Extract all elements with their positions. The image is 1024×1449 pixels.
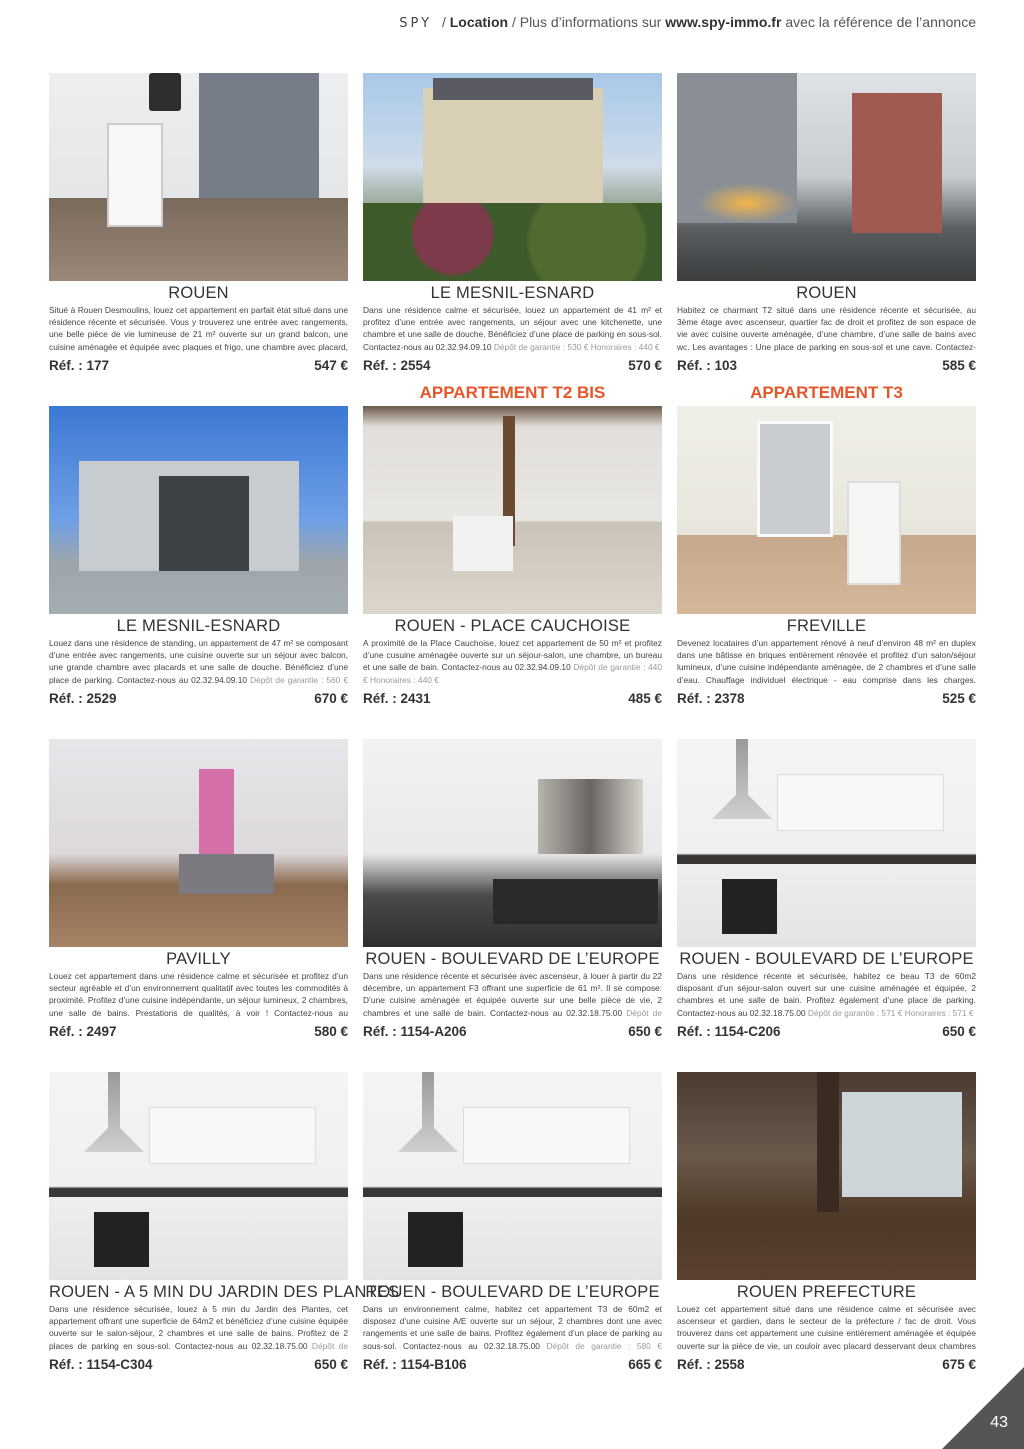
listing-photo[interactable] <box>677 1072 976 1280</box>
listing-card[interactable] <box>677 383 976 739</box>
ref-price-row <box>49 1357 348 1372</box>
listing-reference: Réf. : 177 <box>49 358 110 373</box>
listing-description <box>49 304 348 355</box>
listing-card[interactable] <box>49 73 348 406</box>
listing-title: LE MESNIL-ESNARD <box>430 284 595 302</box>
listing-price: 650 € <box>628 1024 662 1039</box>
listing-price: 570 € <box>628 358 662 373</box>
listing-reference: Réf. : 103 <box>677 358 738 373</box>
listing-title: ROUEN <box>168 284 229 302</box>
listing-description <box>677 1303 976 1354</box>
photo-detail <box>159 476 249 571</box>
photo-detail <box>149 1107 316 1164</box>
listing-reference: Réf. : 2431 <box>363 691 431 706</box>
ref-price-row <box>363 1024 662 1039</box>
description-text: Situé à Rouen Desmoulins, louez cet appartement en parfait état situé dans une résidence récente et sécurisée. Vous y trouverez une entrée avec rangements, une belle pièce de vie lumineuse de 21 m² ouverte sur un grand balcon, une cuisine aménagée et équipée avec plaques et frigo, une chambre avec placard, <box>49 305 348 352</box>
ref-price-row <box>49 691 348 706</box>
photo-detail <box>842 1092 962 1197</box>
listing-title: FREVILLE <box>786 617 867 635</box>
description-text: Louez cet appartement situé dans une résidence calme et sécurisée avec ascenseur et gardien, dans le secteur de la préfecture / fac de droit. Vous trouverez dans cet appartement une cuisine entièrement aménagée et équipée ouverte sur la pièce de vie, un couloir avec placard desservant deux chambres <box>677 1304 976 1351</box>
description-text: Louez dans une résidence de standing, un appartement de 47 m² se composant d’une entrée avec rangements, une cuisine ouverte sur un séjour avec balcon, une grande chambre avec placards et une salle de douche. Bénéficiez d’une place de parking. Contactez-nous au 02.32.94.09.10 <box>49 638 348 685</box>
listing-price: 650 € <box>942 1024 976 1039</box>
photo-detail <box>852 93 942 233</box>
header-separator: / <box>441 14 446 30</box>
listing-card[interactable] <box>49 739 348 1072</box>
listing-photo[interactable] <box>677 739 976 947</box>
fees-text: Dépôt de garantie : 580 € <box>546 1340 662 1351</box>
listing-price: 670 € <box>314 691 348 706</box>
listing-title: ROUEN - BOULEVARD DE L’EUROPE <box>679 950 974 968</box>
listing-reference: Réf. : 1154-C206 <box>677 1024 781 1039</box>
listing-photo[interactable] <box>363 406 662 614</box>
listing-card[interactable] <box>363 383 662 739</box>
photo-detail <box>453 516 513 571</box>
brand-logo: SPY <box>399 16 433 31</box>
listing-card[interactable] <box>677 739 976 1072</box>
description-text: A proximité de la Place Cauchoise, louez cet appartement de 50 m² et profitez d’une cusuine aménagée ouverte sur un séjour-salon, une chambre, un bureau et une salle de bain. Contactez-nous au 02.32.94.09.10 <box>363 638 662 673</box>
listing-description <box>677 304 976 355</box>
fees-text <box>107 1020 273 1021</box>
listing-price: 485 € <box>628 691 662 706</box>
fees-text: Dépôt de <box>626 1007 662 1018</box>
listing-description <box>49 637 348 688</box>
fees-text: Dépôt de garantie : 560 € <box>250 674 348 685</box>
listing-photo[interactable] <box>363 73 662 281</box>
listing-description <box>363 637 662 688</box>
listing-price: 580 € <box>314 1024 348 1039</box>
listing-title: PAVILLY <box>166 950 231 968</box>
photo-detail <box>757 421 833 537</box>
listing-price: 585 € <box>942 358 976 373</box>
listing-photo[interactable] <box>49 1072 348 1280</box>
listing-reference: Réf. : 1154-C304 <box>49 1357 153 1372</box>
listing-photo[interactable] <box>363 1072 662 1280</box>
ref-price-row <box>363 691 662 706</box>
description-text: Dans une résidence récente et sécurisée avec ascenseur, à louer à partir du 22 décembre, un appartement F3 offrant une superficie de 61 m². Il se compose: D’une cuisine aménagée et équipée ouverte sur une belle pièce de vie, 2 chambres et une salle de bain. Contactez-nous au 02.32.18.75.00 <box>363 971 662 1018</box>
photo-detail <box>777 774 944 831</box>
photo-detail <box>408 1212 463 1267</box>
ref-price-row <box>49 358 348 373</box>
listing-reference: Réf. : 1154-B106 <box>363 1357 467 1372</box>
photo-detail <box>697 183 797 223</box>
listing-grid <box>49 73 976 1405</box>
photo-detail <box>817 1072 839 1212</box>
listing-title: LE MESNIL-ESNARD <box>116 617 281 635</box>
photo-detail <box>398 1072 458 1152</box>
listing-reference: Réf. : 2497 <box>49 1024 117 1039</box>
photo-detail <box>423 88 603 218</box>
listing-description <box>49 1303 348 1354</box>
page-header <box>399 14 976 31</box>
photo-detail <box>722 879 777 934</box>
ref-price-row <box>677 358 976 373</box>
fees-text: Dépôt de garantie : 571 € Honoraires : 571 € <box>807 1007 974 1018</box>
ref-price-row <box>363 358 662 373</box>
photo-detail <box>463 1107 630 1164</box>
ref-price-row <box>363 1357 662 1372</box>
description-text: Dans une résidence calme et sécurisée, louez un appartement de 41 m² et profitez d’une entrée avec rangements, un séjour avec une kitchenette, une chambre et une salle de douche. Bénéficiez d’une place de parking en sous-sol. Contactez-nous au 02.32.94.09.10 <box>363 305 662 352</box>
ref-price-row <box>677 1024 976 1039</box>
listing-description <box>363 1303 662 1354</box>
listing-price: 665 € <box>628 1357 662 1372</box>
listing-photo[interactable] <box>677 73 976 281</box>
photo-detail <box>433 78 593 100</box>
photo-detail <box>538 779 643 854</box>
listing-card[interactable] <box>49 406 348 739</box>
listing-tag: APPARTEMENT T3 <box>750 383 903 402</box>
listing-title: ROUEN - A 5 MIN DU JARDIN DES PLANTES <box>49 1283 400 1301</box>
listing-card[interactable] <box>677 73 976 406</box>
description-text: Dans une résidence sécurisée, louez à 5 min du Jardin des Plantes, cet appartement offrant une superficie de 64m2 et bénéficiez d’une cuisine équipée ouverte sur le salon-séjour, 2 chambres et une salle de bains. Profitez de 2 places de parking en sous-sol. Contactez-nous au 02.32.18.75.00 <box>49 1304 348 1351</box>
listing-photo[interactable] <box>49 73 348 281</box>
photo-detail <box>179 854 274 894</box>
listing-photo[interactable] <box>363 739 662 947</box>
listing-description <box>363 304 662 355</box>
page-number: 43 <box>990 1414 1008 1431</box>
listing-title: ROUEN <box>796 284 857 302</box>
listing-card[interactable] <box>49 1072 400 1405</box>
ref-price-row <box>677 691 976 706</box>
ref-price-row <box>49 1024 348 1039</box>
listing-reference: Réf. : 2529 <box>49 691 117 706</box>
listing-title: ROUEN - PLACE CAUCHOISE <box>394 617 631 635</box>
listing-card[interactable] <box>677 1072 976 1405</box>
fees-text: Dépôt de <box>311 1340 348 1351</box>
header-section: Location <box>449 14 509 30</box>
listing-description <box>363 970 662 1021</box>
fees-text <box>767 354 933 355</box>
listing-photo[interactable] <box>49 739 348 947</box>
listing-reference: Réf. : 2554 <box>363 358 431 373</box>
photo-detail <box>94 1212 149 1267</box>
listing-title: ROUEN - BOULEVARD DE L’EUROPE <box>365 950 660 968</box>
photo-detail <box>107 123 163 227</box>
description-text: Habitez ce charmant T2 situé dans une résidence récente et sécurisée, au 3ème étage avec ascenseur, quartier fac de droit et profitez de son espace de vie avec cuisine ouverte aménagée, d’une chambre, d’une salle de bains avec wc. Les avantages : Une place de parking en sous-sol et une cave. Contactez- <box>677 305 976 352</box>
description-text: Louez cet appartement dans une résidence calme et sécurisée et profitez d’un secteur agréable et d’un environnement qualitatif avec toutes les commodités à proximité. Profitez d’une cuisine indépendante, un séjour lumineux, 2 chambres, une salle de bains. Prestations de qualités, à voir ! Contactez-nous au <box>49 971 348 1018</box>
photo-detail <box>712 739 772 819</box>
photo-detail <box>363 203 662 281</box>
listing-card[interactable] <box>363 73 662 406</box>
listing-card[interactable] <box>363 739 662 1072</box>
listing-price: 525 € <box>942 691 976 706</box>
ref-price-row <box>677 1357 976 1372</box>
fees-text <box>808 687 974 688</box>
photo-detail <box>199 73 319 198</box>
photo-detail <box>493 879 658 924</box>
photo-detail <box>149 73 181 111</box>
listing-price: 650 € <box>314 1357 348 1372</box>
photo-detail <box>84 1072 144 1152</box>
listing-description <box>677 637 976 688</box>
header-site-link[interactable]: www.spy-immo.fr <box>665 14 782 30</box>
listing-price: 675 € <box>942 1357 976 1372</box>
description-text: Devenez locataires d’un appartement rénové à neuf d’environ 48 m² en duplex dans une bâtisse en briques entièrement rénovée et profitez d’un salon/séjour lumineux, d’une cuisine indépendante aménagée, de 2 chambres et d’une salle d’eau. Chauffage individuel électrique - eau comprise dans les charges. <box>677 638 976 685</box>
listing-reference: Réf. : 1154-A206 <box>363 1024 467 1039</box>
description-text: Dans un environnement calme, habitez cet appartement T3 de 60m2 et disposez d’une cuisine A/E ouverte sur un séjour, 2 chambres dont une avec rangements et une salle de bains. Profitez également d’un place de parking au sous-sol. Contactez-nous au 02.32.18.75.00 <box>363 1304 662 1351</box>
listing-price: 547 € <box>314 358 348 373</box>
listing-tag: APPARTEMENT T2 BIS <box>419 383 606 402</box>
fees-text: Dépôt de garantie : 530 € Honoraires : 440 € <box>493 341 660 352</box>
listing-description <box>677 970 976 1021</box>
listing-title: ROUEN - BOULEVARD DE L’EUROPE <box>365 1283 660 1301</box>
header-info-prefix: / Plus d’informations sur <box>511 14 662 30</box>
listing-card[interactable] <box>363 1072 662 1405</box>
description-text: Dans une résidence récente et sécurisée, habitez ce beau T3 de 60m2 disposant d’un séjour-salon ouvert sur une cuisine aménagée et équipée, 2 chambres et une salle de bain. Profitez également d’une place de parking. Contactez-nous au 02.32.18.75.00 <box>677 971 976 1018</box>
listing-reference: Réf. : 2558 <box>677 1357 745 1372</box>
listing-title: ROUEN PREFECTURE <box>736 1283 917 1301</box>
photo-detail <box>847 481 901 585</box>
listing-photo[interactable] <box>677 406 976 614</box>
page-corner <box>942 1367 1024 1449</box>
fees-text: Dépôt de garantie : 440 € Honoraires : 440 € <box>363 662 662 685</box>
listing-description <box>49 970 348 1021</box>
listing-reference: Réf. : 2378 <box>677 691 745 706</box>
listing-photo[interactable] <box>49 406 348 614</box>
header-info-suffix: avec la référence de l’annonce <box>785 14 976 30</box>
